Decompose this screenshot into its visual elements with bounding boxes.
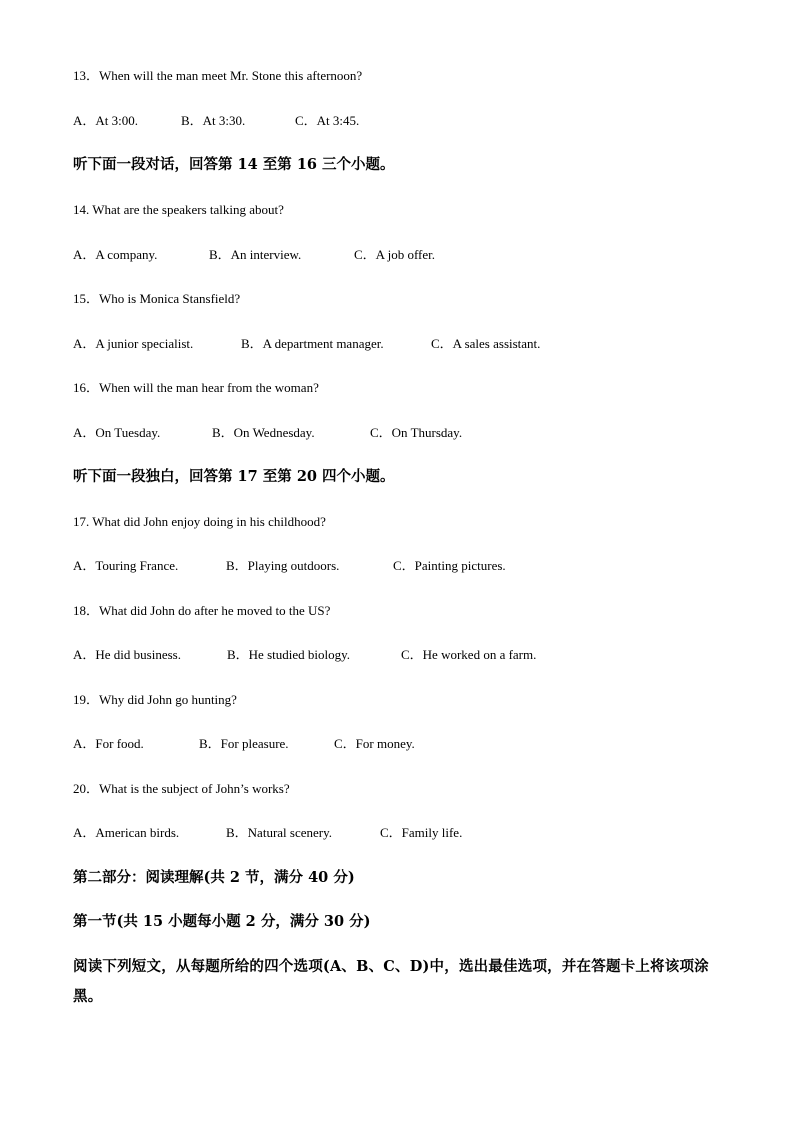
question-13: 13．When will the man meet Mr. Stone this afternoon? xyxy=(73,68,363,83)
section-heading-14-16: 听下面一段对话，回答第 14 至第 16 三个小题。 xyxy=(73,156,395,173)
option-17-c: C．Painting pictures. xyxy=(393,558,506,573)
option-13-a: A．At 3:00. xyxy=(73,113,139,128)
option-15-a: A．A junior specialist. xyxy=(73,336,194,351)
question-18: 18．What did John do after he moved to the US? xyxy=(73,603,331,618)
option-20-b: B．Natural scenery. xyxy=(226,825,333,840)
option-18-a: A．He did business. xyxy=(73,647,181,662)
section-heading-17-20: 听下面一段独白，回答第 17 至第 20 四个小题。 xyxy=(73,468,395,485)
option-14-a: A．A company. xyxy=(73,247,158,262)
option-18-c: C．He worked on a farm. xyxy=(401,647,537,662)
option-16-a: A．On Tuesday. xyxy=(73,425,161,440)
option-15-c: C．A sales assistant. xyxy=(431,336,541,351)
option-13-c: C．At 3:45. xyxy=(295,113,360,128)
options-13 xyxy=(73,113,359,129)
question-14: 14. What are the speakers talking about? xyxy=(73,202,284,217)
reading-instructions: 阅读下列短文，从每题所给的四个选项(A、B、C、D)中，选出最佳选项，并在答题卡上将该项涂黑。 xyxy=(73,958,709,1005)
question-19: 19．Why did John go hunting? xyxy=(73,692,237,707)
question-15: 15．Who is Monica Stansfield? xyxy=(73,291,241,306)
options-18 xyxy=(73,647,536,663)
option-17-b: B．Playing outdoors. xyxy=(226,558,340,573)
option-16-b: B．On Wednesday. xyxy=(212,425,315,440)
options-16 xyxy=(73,425,462,441)
option-16-c: C．On Thursday. xyxy=(370,425,463,440)
part-two-heading: 第二部分：阅读理解(共 2 节，满分 40 分) xyxy=(73,869,355,886)
options-20 xyxy=(73,825,462,841)
question-17: 17. What did John enjoy doing in his childhood? xyxy=(73,514,326,529)
question-20: 20．What is the subject of John’s works? xyxy=(73,781,290,796)
option-13-b: B．At 3:30. xyxy=(181,113,246,128)
options-14 xyxy=(73,247,435,263)
option-18-b: B．He studied biology. xyxy=(227,647,351,662)
option-14-b: B．An interview. xyxy=(209,247,302,262)
option-14-c: C．A job offer. xyxy=(354,247,436,262)
question-16: 16．When will the man hear from the woman? xyxy=(73,380,319,395)
option-15-b: B．A department manager. xyxy=(241,336,384,351)
option-20-a: A．American birds. xyxy=(73,825,180,840)
section-one-heading: 第一节(共 15 小题每小题 2 分，满分 30 分) xyxy=(73,913,371,930)
options-19 xyxy=(73,736,415,752)
options-15 xyxy=(73,336,540,352)
option-17-a: A．Touring France. xyxy=(73,558,179,573)
option-20-c: C．Family life. xyxy=(380,825,463,840)
option-19-c: C．For money. xyxy=(334,736,415,751)
options-17 xyxy=(73,558,506,574)
option-19-a: A．For food. xyxy=(73,736,144,751)
option-19-b: B．For pleasure. xyxy=(199,736,289,751)
